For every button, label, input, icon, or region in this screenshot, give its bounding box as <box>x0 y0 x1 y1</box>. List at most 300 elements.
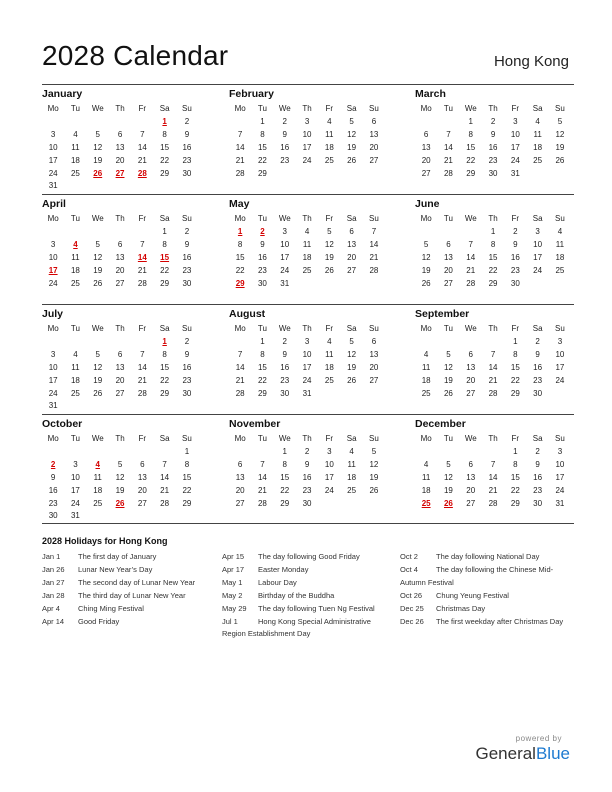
holiday-name: The day following Good Friday <box>258 552 360 561</box>
empty-cell <box>109 226 131 239</box>
day-cell: 20 <box>115 155 125 165</box>
day-cell: 13 <box>369 129 379 139</box>
holiday-day-cell: 1 <box>162 117 167 126</box>
day-cell: 8 <box>162 349 167 359</box>
month-september <box>415 307 571 400</box>
day-cell: 11 <box>71 252 80 262</box>
weekday-header: Th <box>115 214 125 223</box>
holiday-name: Good Friday <box>78 616 120 626</box>
weekday-header: Fr <box>138 324 147 333</box>
empty-cell <box>482 336 504 349</box>
day-cell: 4 <box>349 447 354 456</box>
empty-cell <box>42 336 64 349</box>
day-cell: 27 <box>421 168 431 178</box>
day-cell: 3 <box>50 239 56 249</box>
day-cell: 9 <box>304 459 310 469</box>
day-cell: 24 <box>70 498 80 508</box>
day-cell: 9 <box>282 349 287 359</box>
day-cell: 27 <box>369 155 379 165</box>
holiday-item <box>42 590 214 603</box>
weekday-header: Mo <box>47 214 59 223</box>
weekday-header: Tu <box>443 104 453 113</box>
day-cell: 14 <box>257 472 267 482</box>
month-february <box>229 87 385 180</box>
day-cell: 24 <box>280 265 290 275</box>
day-cell: 4 <box>423 349 429 359</box>
day-cell: 25 <box>70 388 80 398</box>
day-cell: 28 <box>369 265 379 275</box>
day-cell: 15 <box>160 362 170 372</box>
month-august <box>229 307 385 400</box>
day-cell: 9 <box>535 349 540 359</box>
holidays-title: 2028 Holidays for Hong Kong <box>42 536 168 546</box>
day-cell: 5 <box>557 117 563 126</box>
weekday-header: Fr <box>511 434 520 443</box>
day-cell: 23 <box>280 155 290 165</box>
day-cell: 3 <box>557 337 563 346</box>
weekday-header: Tu <box>257 214 267 223</box>
day-cell: 25 <box>324 155 334 165</box>
day-cell: 7 <box>140 239 145 249</box>
day-cell: 1 <box>260 117 265 126</box>
day-cell: 12 <box>93 362 103 372</box>
day-cell: 25 <box>93 498 103 508</box>
day-cell: 15 <box>510 472 520 482</box>
day-cell: 31 <box>48 181 58 191</box>
holiday-date: Jan 28 <box>42 590 65 600</box>
day-cell: 15 <box>257 362 267 372</box>
day-cell: 29 <box>510 498 520 508</box>
day-cell: 30 <box>488 168 498 178</box>
day-cell: 4 <box>304 227 310 236</box>
day-cell: 19 <box>421 265 431 275</box>
country-name: Hong Kong <box>493 53 569 70</box>
day-cell: 18 <box>70 155 80 165</box>
holiday-day-cell: 15 <box>160 252 170 262</box>
day-cell: 19 <box>115 485 125 495</box>
month-name: May <box>229 198 250 210</box>
holiday-day-cell: 4 <box>73 239 78 249</box>
holiday-day-cell: 26 <box>443 498 453 508</box>
brand-blue: Blue <box>535 744 570 763</box>
day-cell: 22 <box>510 375 520 385</box>
day-cell: 26 <box>347 155 357 165</box>
day-cell: 2 <box>490 117 496 126</box>
empty-cell <box>437 116 459 129</box>
day-cell: 14 <box>488 472 498 482</box>
day-cell: 26 <box>93 278 103 288</box>
month-name: March <box>415 88 446 100</box>
day-cell: 22 <box>466 155 476 165</box>
day-cell: 21 <box>137 155 147 165</box>
day-cell: 2 <box>184 117 190 126</box>
day-cell: 12 <box>93 252 103 262</box>
weekday-header: Su <box>555 104 565 113</box>
month-grid <box>415 321 571 400</box>
day-cell: 19 <box>93 265 103 275</box>
month-grid <box>229 321 385 400</box>
day-cell: 19 <box>443 375 453 385</box>
day-cell: 26 <box>443 388 453 398</box>
day-cell: 5 <box>95 349 100 359</box>
day-cell: 7 <box>140 129 145 139</box>
day-cell: 19 <box>324 252 334 262</box>
day-cell: 29 <box>257 388 267 398</box>
weekday-header: Th <box>302 434 312 443</box>
holiday-item <box>42 577 214 590</box>
day-cell: 23 <box>48 498 58 508</box>
weekday-header: We <box>464 324 477 333</box>
month-april <box>42 197 198 290</box>
holiday-date: Apr 14 <box>42 616 65 626</box>
holiday-name: Labour Day <box>258 577 297 587</box>
day-cell: 11 <box>325 129 334 139</box>
month-grid <box>229 211 385 290</box>
day-cell: 7 <box>140 349 145 359</box>
day-cell: 3 <box>304 337 310 346</box>
weekday-header: Tu <box>70 104 80 113</box>
day-cell: 23 <box>488 155 498 165</box>
day-cell: 4 <box>73 349 78 359</box>
day-cell: 3 <box>535 227 540 236</box>
weekday-header: Fr <box>325 214 334 223</box>
day-cell: 6 <box>423 129 429 139</box>
empty-cell <box>87 116 109 129</box>
day-cell: 27 <box>115 388 125 398</box>
weekday-header: Sa <box>346 214 357 223</box>
day-cell: 8 <box>237 239 243 249</box>
day-cell: 27 <box>137 498 147 508</box>
day-cell: 31 <box>70 511 80 521</box>
holiday-date: Jan 27 <box>42 577 65 587</box>
day-cell: 20 <box>115 265 125 275</box>
holiday-name: The third day of Lunar New Year <box>78 590 186 600</box>
day-cell: 5 <box>349 117 354 126</box>
day-cell: 30 <box>182 168 192 178</box>
day-cell: 5 <box>423 239 429 249</box>
holiday-date: May 2 <box>222 590 243 600</box>
month-june <box>415 197 571 290</box>
divider <box>42 414 574 415</box>
holiday-item <box>222 603 394 616</box>
empty-cell <box>42 446 64 459</box>
brand-general: General <box>475 744 536 763</box>
day-cell: 24 <box>302 155 312 165</box>
weekday-header: We <box>91 324 104 333</box>
empty-cell <box>482 446 504 459</box>
weekday-header: Sa <box>346 104 357 113</box>
weekday-header: Su <box>369 214 379 223</box>
day-cell: 12 <box>443 362 453 372</box>
month-name: June <box>415 198 440 210</box>
day-cell: 1 <box>184 447 190 456</box>
day-cell: 21 <box>443 155 453 165</box>
holiday-day-cell: 27 <box>115 168 125 178</box>
holiday-item <box>400 616 572 629</box>
empty-cell <box>460 446 482 459</box>
day-cell: 13 <box>235 472 245 482</box>
day-cell: 3 <box>557 447 563 456</box>
day-cell: 16 <box>182 362 192 372</box>
day-cell: 22 <box>488 265 498 275</box>
holiday-name: Lunar New Year’s Day <box>78 564 153 574</box>
day-cell: 26 <box>421 278 431 288</box>
day-cell: 9 <box>260 239 265 249</box>
empty-cell <box>42 226 64 239</box>
day-cell: 2 <box>304 447 310 456</box>
weekday-header: Th <box>115 434 125 443</box>
day-cell: 7 <box>371 227 377 236</box>
day-cell: 17 <box>302 362 312 372</box>
day-cell: 28 <box>257 498 267 508</box>
day-cell: 18 <box>324 362 334 372</box>
holiday-day-cell: 1 <box>237 227 243 236</box>
day-cell: 1 <box>513 337 518 346</box>
day-cell: 16 <box>280 362 290 372</box>
weekday-header: Sa <box>532 104 543 113</box>
day-cell: 17 <box>48 375 58 385</box>
empty-cell <box>131 446 153 459</box>
month-grid <box>42 211 198 290</box>
day-cell: 2 <box>535 337 540 346</box>
weekday-header: Tu <box>70 214 80 223</box>
day-cell: 29 <box>160 388 170 398</box>
month-name: April <box>42 198 66 210</box>
day-cell: 16 <box>488 142 498 152</box>
day-cell: 22 <box>257 155 267 165</box>
day-cell: 17 <box>280 252 290 262</box>
day-cell: 29 <box>160 278 170 288</box>
holiday-date: Oct 26 <box>400 590 423 600</box>
day-cell: 17 <box>302 142 312 152</box>
day-cell: 14 <box>137 362 147 372</box>
month-grid <box>229 101 385 180</box>
day-cell: 10 <box>48 142 58 152</box>
holiday-name: Hong Kong Special Administrative Region Establishment Day <box>222 616 371 639</box>
day-cell: 21 <box>466 265 476 275</box>
day-cell: 1 <box>490 227 496 236</box>
holiday-day-cell: 26 <box>115 498 125 508</box>
holiday-day-cell: 25 <box>421 498 431 508</box>
weekday-header: Mo <box>234 104 246 113</box>
day-cell: 16 <box>48 485 58 495</box>
weekday-header: Fr <box>138 434 147 443</box>
day-cell: 15 <box>466 142 476 152</box>
day-cell: 10 <box>48 362 58 372</box>
day-cell: 25 <box>70 278 80 288</box>
day-cell: 29 <box>257 168 267 178</box>
day-cell: 22 <box>235 265 245 275</box>
day-cell: 11 <box>555 239 565 249</box>
brand-logo[interactable] <box>475 744 570 764</box>
weekday-header: Th <box>302 324 312 333</box>
holiday-column <box>222 551 394 641</box>
day-cell: 12 <box>443 472 453 482</box>
day-cell: 6 <box>371 337 377 346</box>
day-cell: 10 <box>324 459 334 469</box>
day-cell: 16 <box>533 472 543 482</box>
day-cell: 3 <box>282 227 287 236</box>
day-cell: 14 <box>160 472 170 482</box>
day-cell: 23 <box>533 485 543 495</box>
empty-cell <box>87 226 109 239</box>
day-cell: 18 <box>302 252 312 262</box>
day-cell: 27 <box>443 278 453 288</box>
day-cell: 10 <box>70 472 80 482</box>
day-cell: 6 <box>117 239 123 249</box>
holiday-name: Ching Ming Festival <box>78 603 144 613</box>
weekday-header: Su <box>369 104 379 113</box>
weekday-header: Th <box>488 214 498 223</box>
day-cell: 31 <box>48 401 58 411</box>
day-cell: 6 <box>468 459 473 469</box>
day-cell: 28 <box>488 498 498 508</box>
day-cell: 13 <box>369 349 379 359</box>
day-cell: 23 <box>182 155 192 165</box>
day-cell: 13 <box>466 472 476 482</box>
weekday-header: Mo <box>47 104 59 113</box>
day-cell: 4 <box>557 227 563 236</box>
day-cell: 28 <box>466 278 476 288</box>
day-cell: 15 <box>488 252 498 262</box>
holiday-day-cell: 2 <box>50 459 56 469</box>
day-cell: 20 <box>235 485 245 495</box>
month-name: January <box>42 88 83 100</box>
day-cell: 8 <box>490 239 496 249</box>
day-cell: 6 <box>446 239 451 249</box>
day-cell: 29 <box>182 498 192 508</box>
day-cell: 27 <box>347 265 357 275</box>
day-cell: 9 <box>50 472 56 482</box>
day-cell: 17 <box>324 472 334 482</box>
empty-cell <box>87 336 109 349</box>
day-cell: 15 <box>160 142 170 152</box>
day-cell: 10 <box>555 459 565 469</box>
month-grid <box>42 101 198 193</box>
day-cell: 12 <box>115 472 125 482</box>
empty-cell <box>64 226 86 239</box>
day-cell: 31 <box>302 388 312 398</box>
day-cell: 26 <box>369 485 379 495</box>
day-cell: 23 <box>510 265 520 275</box>
day-cell: 11 <box>421 472 431 482</box>
day-cell: 19 <box>555 142 565 152</box>
day-cell: 15 <box>182 472 192 482</box>
day-cell: 26 <box>555 155 565 165</box>
weekday-header: Fr <box>325 434 334 443</box>
holiday-date: Jan 26 <box>42 564 65 574</box>
empty-cell <box>460 226 482 239</box>
empty-cell <box>229 446 251 459</box>
empty-cell <box>42 116 64 129</box>
month-name: October <box>42 418 83 430</box>
weekday-header: Mo <box>47 324 59 333</box>
divider <box>42 194 574 195</box>
weekday-header: We <box>278 104 291 113</box>
day-cell: 20 <box>466 485 476 495</box>
day-cell: 27 <box>115 278 125 288</box>
day-cell: 5 <box>95 239 100 249</box>
holiday-day-cell: 29 <box>235 278 245 288</box>
day-cell: 3 <box>513 117 518 126</box>
holiday-column <box>42 551 214 628</box>
day-cell: 6 <box>371 117 377 126</box>
day-cell: 10 <box>555 349 565 359</box>
empty-cell <box>415 446 437 459</box>
day-cell: 21 <box>488 375 498 385</box>
day-cell: 18 <box>70 265 80 275</box>
empty-cell <box>437 336 459 349</box>
day-cell: 20 <box>421 155 431 165</box>
weekday-header: Sa <box>346 434 357 443</box>
holiday-name: The first weekday after Christmas Day <box>436 616 564 626</box>
day-cell: 30 <box>302 498 312 508</box>
empty-cell <box>131 226 153 239</box>
day-cell: 10 <box>510 129 520 139</box>
day-cell: 6 <box>237 459 243 469</box>
day-cell: 12 <box>347 129 357 139</box>
day-cell: 6 <box>117 349 123 359</box>
day-cell: 11 <box>421 362 431 372</box>
day-cell: 22 <box>510 485 520 495</box>
weekday-header: We <box>464 104 477 113</box>
month-name: December <box>415 418 466 430</box>
day-cell: 11 <box>93 472 102 482</box>
day-cell: 17 <box>555 472 565 482</box>
weekday-header: Tu <box>70 434 80 443</box>
day-cell: 4 <box>327 117 332 126</box>
day-cell: 16 <box>257 252 267 262</box>
day-cell: 5 <box>446 349 451 359</box>
day-cell: 13 <box>443 252 453 262</box>
day-cell: 23 <box>280 375 290 385</box>
day-cell: 17 <box>555 362 565 372</box>
day-cell: 25 <box>324 375 334 385</box>
day-cell: 9 <box>184 129 190 139</box>
holiday-date: Dec 26 <box>400 616 424 626</box>
weekday-header: We <box>91 214 104 223</box>
holiday-item <box>222 551 394 564</box>
day-cell: 24 <box>555 485 565 495</box>
day-cell: 18 <box>555 252 565 262</box>
day-cell: 12 <box>93 142 103 152</box>
day-cell: 16 <box>510 252 520 262</box>
day-cell: 7 <box>490 349 496 359</box>
day-cell: 6 <box>140 459 145 469</box>
weekday-header: Tu <box>443 324 453 333</box>
day-cell: 22 <box>160 155 170 165</box>
day-cell: 17 <box>533 252 543 262</box>
day-cell: 22 <box>280 485 290 495</box>
day-cell: 10 <box>280 239 290 249</box>
empty-cell <box>415 336 437 349</box>
holiday-item <box>222 564 394 577</box>
empty-cell <box>415 116 437 129</box>
day-cell: 9 <box>535 459 540 469</box>
day-cell: 27 <box>466 388 476 398</box>
day-cell: 9 <box>490 129 496 139</box>
day-cell: 18 <box>324 142 334 152</box>
day-cell: 21 <box>369 252 379 262</box>
weekday-header: Su <box>182 104 192 113</box>
weekday-header: Mo <box>234 214 246 223</box>
day-cell: 30 <box>182 388 192 398</box>
day-cell: 11 <box>347 459 356 469</box>
day-cell: 30 <box>257 278 267 288</box>
month-grid <box>415 431 571 510</box>
day-cell: 8 <box>184 459 190 469</box>
day-cell: 12 <box>555 129 565 139</box>
